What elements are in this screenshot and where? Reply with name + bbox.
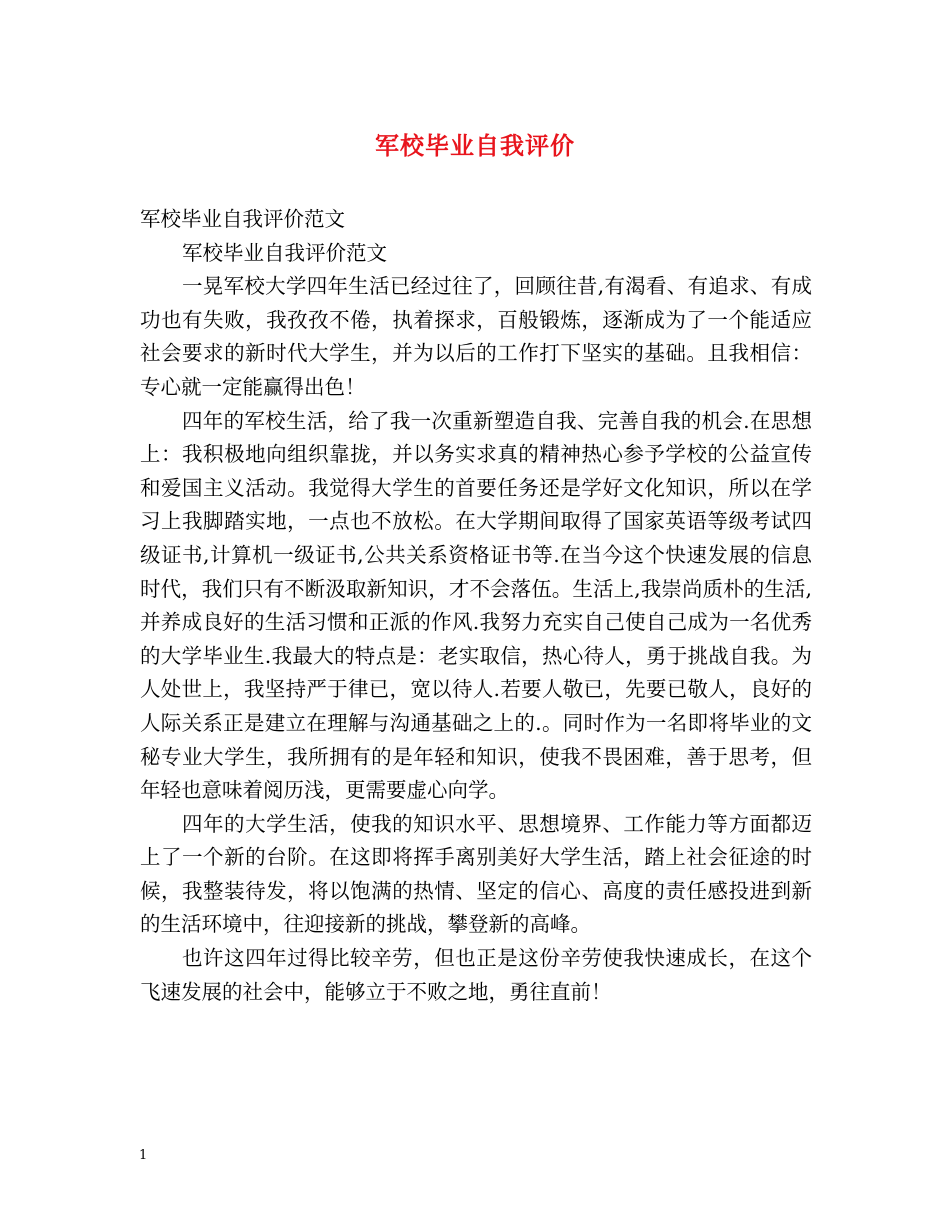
paragraph: 四年的大学生活，使我的知识水平、思想境界、工作能力等方面都迈上了一个新的台阶。在这即将挥手离别美好大学生活，踏上社会征途的时候，我整装待发，将以饱满的热情、坚定的信心、高度的责任感投进到新的生活环境中，往迎接新的挑战，攀登新的高峰。 — [140, 811, 812, 937]
document-subtitle: 军校毕业自我评价范文 — [140, 207, 345, 231]
paragraph: 军校毕业自我评价范文 — [182, 240, 388, 265]
paragraph: 四年的军校生活，给了我一次重新塑造自我、完善自我的机会.在思想上：我积极地向组织靠拢，并以务实求真的精神热心参予学校的公益宣传和爱国主义活动。我觉得大学生的首要任务还是学好文化知识，所以在学习上我脚踏实地，一点也不放松。在大学期间取得了国家英语等级考试四级证书,计算机一级证书,公共关系资格证书等.在当今这个快速发展的信息时代，我们只有不断汲取新知识，才不会落伍。生活上,我崇尚质朴的生活,并养成良好的生活习惯和正派的作风.我努力充实自己使自己成为一名优秀的大学毕业生.我最大的特点是：老实取信，热心待人，勇于挑战自我。为人处世上，我坚持严于律已，宽以待人.若要人敬已，先要已敬人，良好的人际关系正是建立在理解与沟通基础之上的.。同时作为一名即将毕业的文秘专业大学生，我所拥有的是年轻和知识，使我不畏困难，善于思考，但年轻也意味着阅历浅，更需要虚心向学。 — [140, 408, 812, 803]
paragraph: 一晃军校大学四年生活已经过往了，回顾往昔,有渴看、有追求、有成功也有失败，我孜孜不倦，执着探求，百般锻炼，逐渐成为了一个能适应社会要求的新时代大学生，并为以后的工作打下坚实的基础。且我相信：专心就一定能赢得出色！ — [140, 274, 812, 399]
page-number: 1 — [139, 1148, 148, 1163]
paragraph: 也许这四年过得比较辛劳，但也正是这份辛劳使我快速成长，在这个飞速发展的社会中，能够立于不败之地，勇往直前！ — [140, 946, 812, 1004]
document-title: 军校毕业自我评价 — [375, 131, 575, 160]
document-body — [140, 203, 812, 1009]
